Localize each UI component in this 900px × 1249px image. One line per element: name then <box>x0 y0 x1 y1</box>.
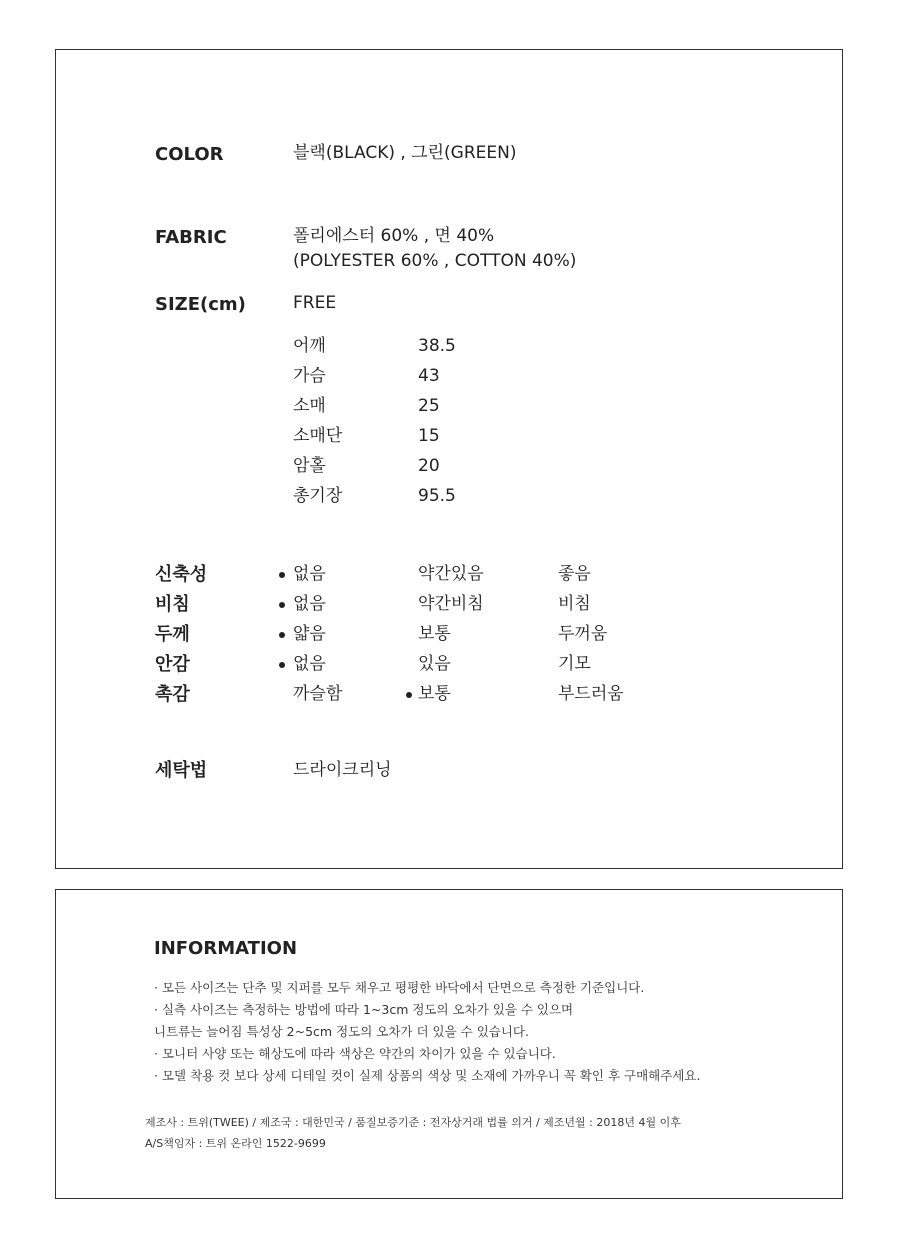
attribute-label: 두께 <box>155 624 190 645</box>
attribute-option: 없음 <box>293 594 326 614</box>
size-row-value: 15 <box>418 426 440 446</box>
selected-bullet-icon <box>406 692 412 698</box>
size-row-name: 소매단 <box>293 426 343 446</box>
attribute-option: 비침 <box>558 594 591 614</box>
information-note: · 모든 사이즈는 단추 및 지퍼를 모두 채우고 평평한 바닥에서 단면으로 측정한 기준입니다. <box>154 980 645 995</box>
color-value: 블랙(BLACK) , 그린(GREEN) <box>293 143 517 163</box>
attribute-option: 부드러움 <box>558 684 624 704</box>
wash-value: 드라이크리닝 <box>293 760 392 780</box>
attribute-option: 좋음 <box>558 564 591 584</box>
wash-label: 세탁법 <box>155 760 208 781</box>
attribute-label: 안감 <box>155 654 190 675</box>
information-note: · 모델 착용 컷 보다 상세 디테일 컷이 실제 상품의 색상 및 소재에 가까우니 꼭 확인 후 구매해주세요. <box>154 1068 701 1083</box>
size-row-name: 어깨 <box>293 336 326 356</box>
size-row-name: 암홀 <box>293 456 326 476</box>
selected-bullet-icon <box>279 632 285 638</box>
information-note: · 실측 사이즈는 측정하는 방법에 따라 1~3cm 정도의 오차가 있을 수 있으며 <box>154 1002 574 1017</box>
information-title: INFORMATION <box>154 938 298 959</box>
size-row-value: 25 <box>418 396 440 416</box>
selected-bullet-icon <box>279 602 285 608</box>
attribute-option: 약간있음 <box>418 564 484 584</box>
size-row-name: 총기장 <box>293 486 343 506</box>
size-row-value: 43 <box>418 366 440 386</box>
attribute-option: 있음 <box>418 654 451 674</box>
attribute-label: 촉감 <box>155 684 190 705</box>
size-value: FREE <box>293 293 337 313</box>
attribute-option: 없음 <box>293 564 326 584</box>
color-label: COLOR <box>155 144 224 165</box>
attribute-option: 없음 <box>293 654 326 674</box>
attribute-option: 까슬함 <box>293 684 343 704</box>
product-spec-panel <box>55 49 843 869</box>
fabric-value-line2: (POLYESTER 60% , COTTON 40%) <box>293 251 577 271</box>
fabric-label: FABRIC <box>155 227 227 248</box>
size-row-value: 95.5 <box>418 486 456 506</box>
fabric-value-line1: 폴리에스터 60% , 면 40% <box>293 226 495 246</box>
information-panel <box>55 889 843 1199</box>
information-note: 니트류는 늘어짐 특성상 2~5cm 정도의 오차가 더 있을 수 있습니다. <box>154 1024 529 1039</box>
manufacturer-info: 제조사 : 트위(TWEE) / 제조국 : 대한민국 / 품질보증기준 : 전자상거래 법률 의거 / 제조년월 : 2018년 4월 이후 <box>145 1116 681 1129</box>
attribute-option: 두꺼움 <box>558 624 608 644</box>
attribute-option: 보통 <box>418 624 451 644</box>
attribute-option: 기모 <box>558 654 591 674</box>
attribute-label: 신축성 <box>155 564 208 585</box>
size-label: SIZE(cm) <box>155 294 246 315</box>
attribute-label: 비침 <box>155 594 190 615</box>
size-row-value: 20 <box>418 456 440 476</box>
size-row-value: 38.5 <box>418 336 456 356</box>
selected-bullet-icon <box>279 662 285 668</box>
attribute-option: 얇음 <box>293 624 326 644</box>
size-row-name: 가슴 <box>293 366 326 386</box>
attribute-option: 약간비침 <box>418 594 484 614</box>
information-note: · 모니터 사양 또는 해상도에 따라 색상은 약간의 차이가 있을 수 있습니다. <box>154 1046 556 1061</box>
as-contact-info: A/S책임자 : 트위 온라인 1522-9699 <box>145 1137 326 1150</box>
selected-bullet-icon <box>279 572 285 578</box>
size-row-name: 소매 <box>293 396 326 416</box>
attribute-option: 보통 <box>418 684 451 704</box>
